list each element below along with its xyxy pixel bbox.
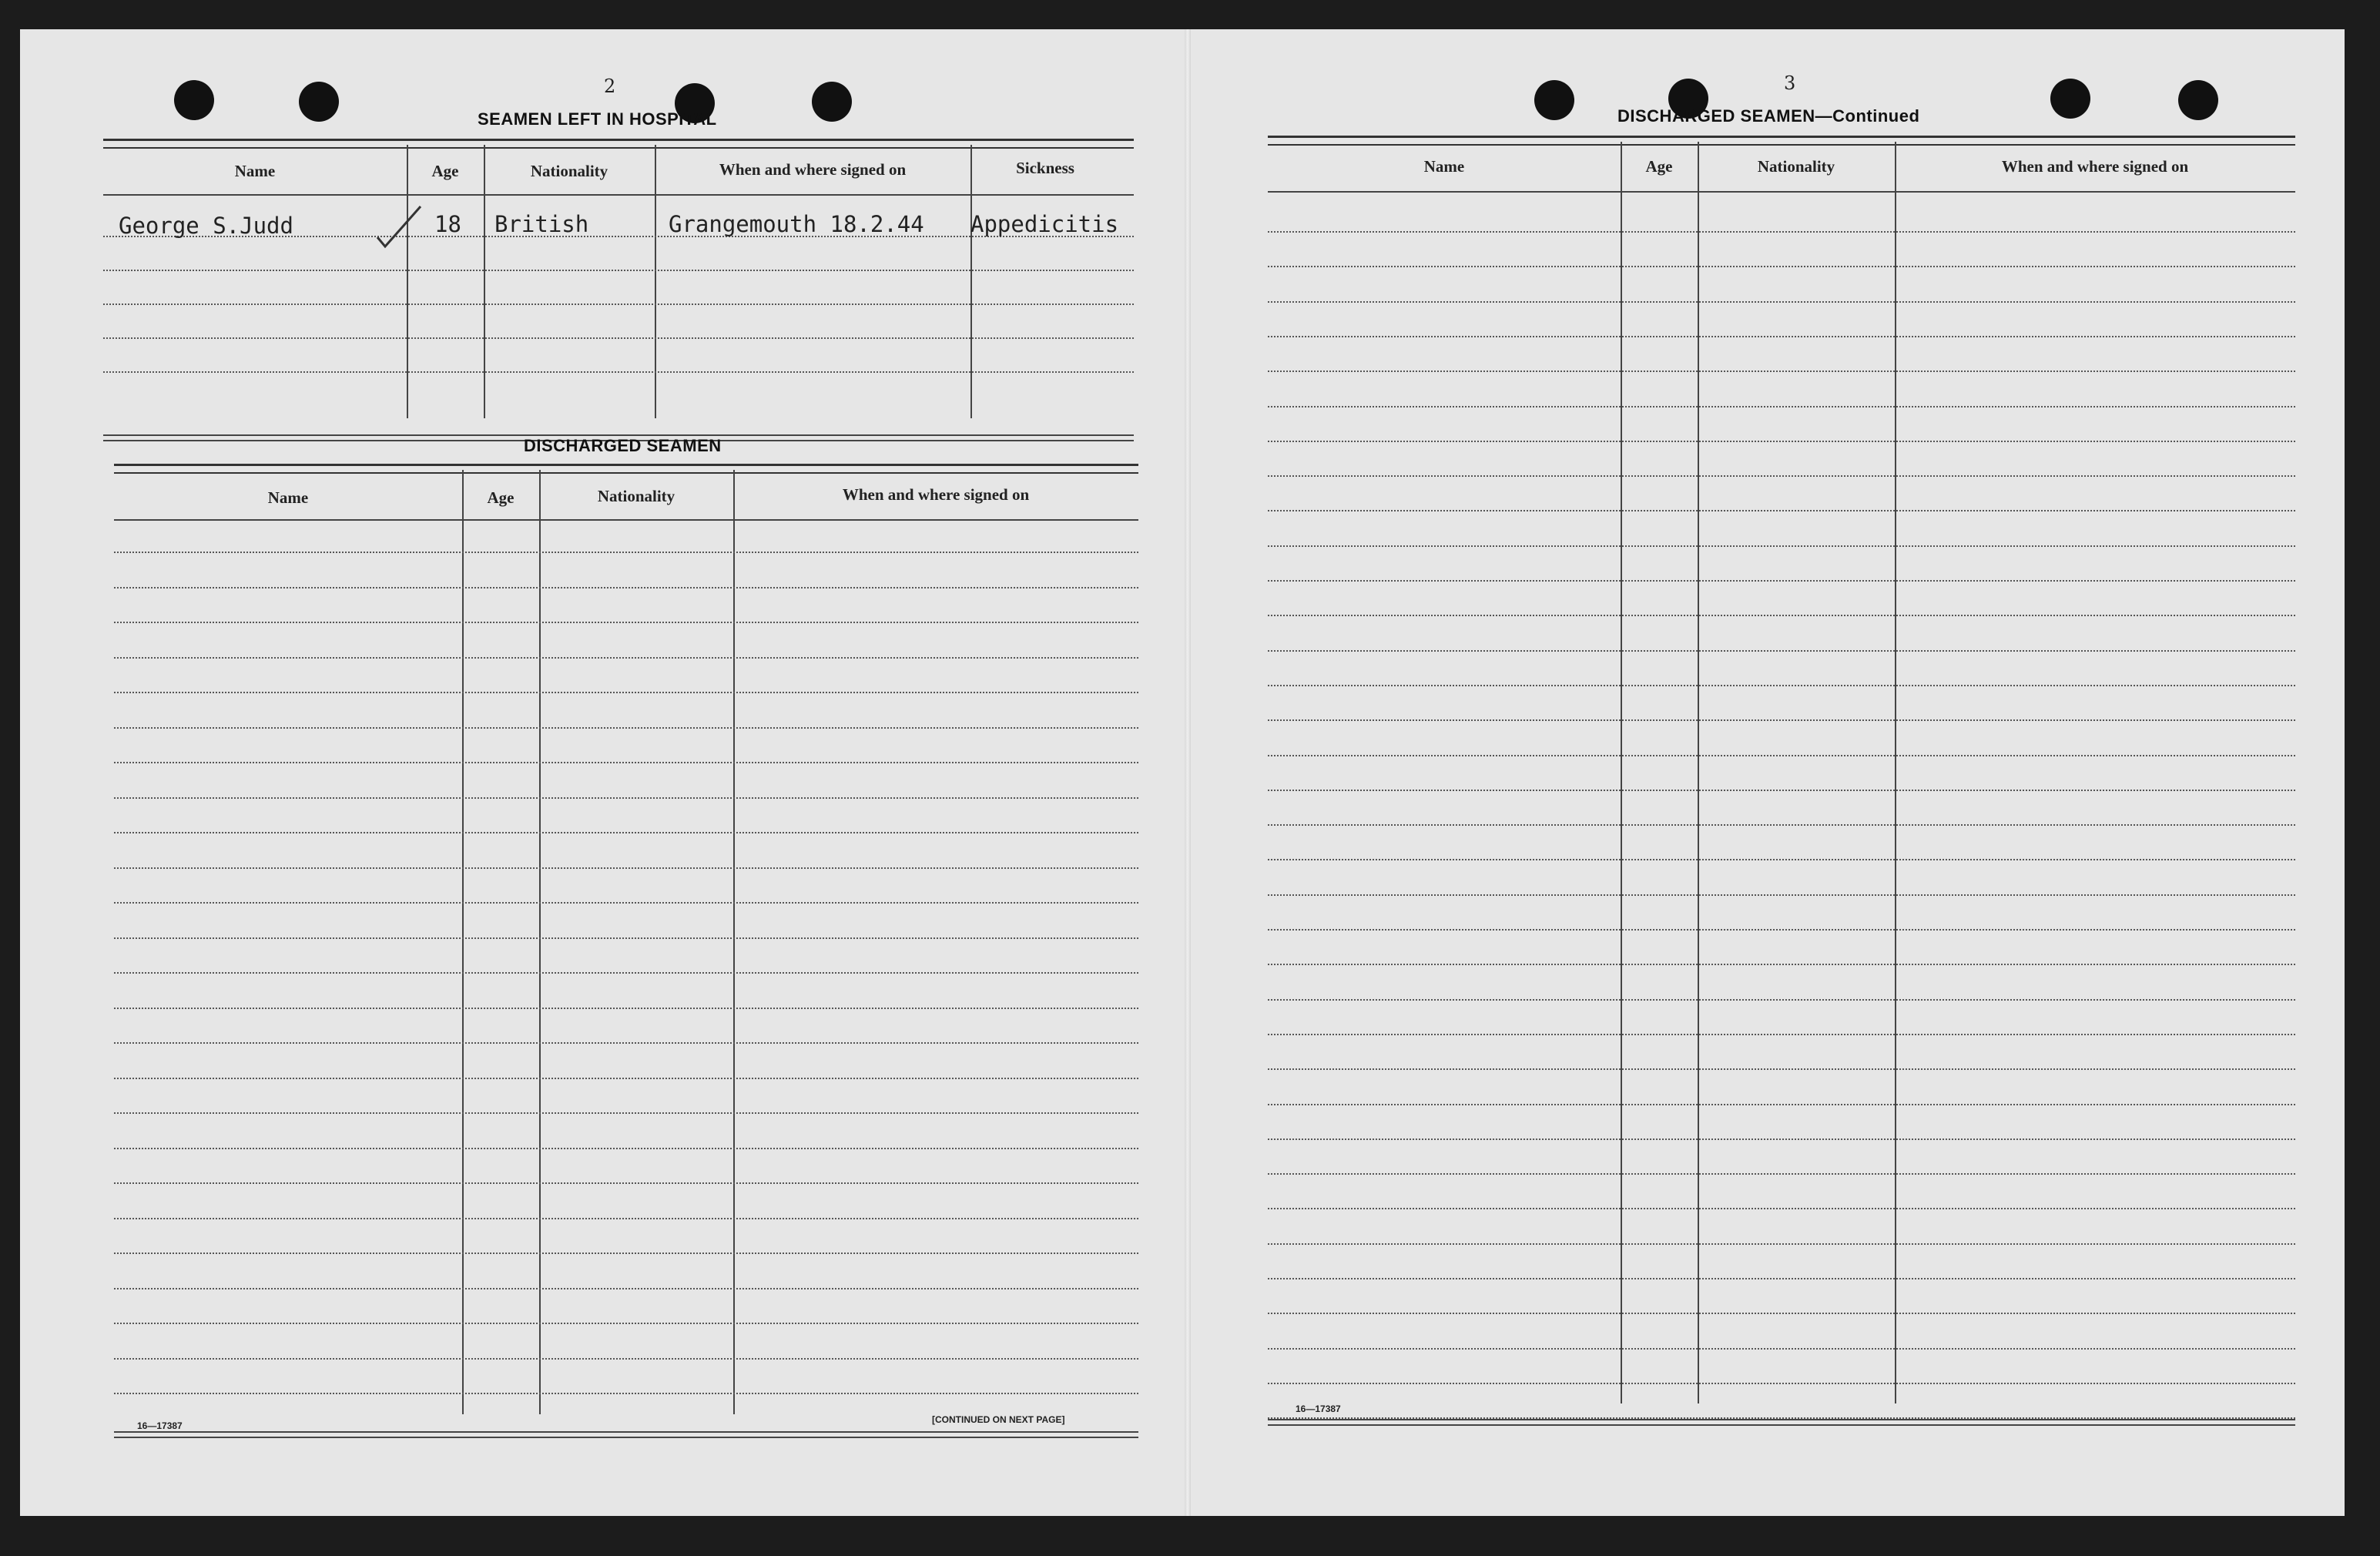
row-line	[114, 1042, 1138, 1044]
row-line	[1268, 545, 2295, 547]
discharged-table-right	[1268, 136, 2295, 1437]
row-line	[114, 1253, 1138, 1254]
column-header-nationality: Nationality	[597, 487, 675, 505]
table-top-rule	[103, 139, 1134, 149]
column-header-age: Age	[487, 488, 515, 507]
column-divider	[733, 470, 735, 1414]
entry-nationality: British	[494, 211, 589, 237]
entry-name: George S.Judd	[119, 213, 293, 239]
row-line	[114, 797, 1138, 799]
page-number: 3	[1784, 72, 1796, 94]
row-line	[1268, 1383, 2295, 1384]
continued-note: [CONTINUED ON NEXT PAGE]	[932, 1414, 1065, 1425]
row-line	[114, 1218, 1138, 1219]
row-line	[1268, 894, 2295, 896]
column-header-sickness: Sickness	[1016, 159, 1074, 177]
column-divider	[970, 145, 972, 418]
table-bottom-rule	[114, 1431, 1138, 1438]
discharged-continued-title	[1617, 106, 1919, 126]
row-line	[114, 1182, 1138, 1184]
table-top-rule	[1268, 136, 2295, 146]
punch-hole	[299, 82, 339, 122]
column-divider	[462, 470, 464, 1414]
row-line	[114, 1288, 1138, 1289]
hospital-table	[103, 139, 1134, 447]
row-line	[114, 1393, 1138, 1394]
row-line	[1268, 1208, 2295, 1209]
form-number: 16—17387	[1296, 1403, 1341, 1414]
column-divider	[407, 145, 408, 418]
page-number: 2	[604, 75, 616, 97]
row-line	[1268, 615, 2295, 616]
row-line	[1268, 1173, 2295, 1175]
row-line	[1268, 999, 2295, 1001]
row-line	[1268, 650, 2295, 652]
entry-sickness: Appedicitis	[970, 211, 1119, 237]
column-divider	[1895, 142, 1896, 1403]
column-header-age: Age	[1645, 157, 1673, 176]
row-line	[1268, 406, 2295, 407]
header-rule	[114, 519, 1138, 521]
row-line	[114, 1078, 1138, 1079]
column-header-nationality: Nationality	[530, 162, 608, 180]
row-line	[1268, 1313, 2295, 1314]
column-header-name: Name	[1423, 157, 1465, 176]
row-line	[1268, 301, 2295, 303]
row-line	[1268, 1068, 2295, 1070]
punch-hole	[2178, 80, 2218, 120]
column-header-nationality: Nationality	[1757, 157, 1835, 176]
document-sheet	[20, 29, 2345, 1516]
punch-hole	[2050, 79, 2090, 119]
row-line	[103, 303, 1134, 305]
row-line	[1268, 755, 2295, 756]
row-line	[1268, 790, 2295, 791]
column-header-signed-on: When and where signed on	[2001, 157, 2189, 176]
header-rule	[1268, 191, 2295, 193]
table-top-rule	[114, 464, 1138, 474]
row-line	[114, 1358, 1138, 1360]
row-line	[1268, 1348, 2295, 1350]
hospital-section-title: SEAMEN LEFT IN HOSPITAL	[478, 109, 717, 129]
row-line	[1268, 580, 2295, 582]
row-line	[114, 867, 1138, 869]
checkmark-icon	[373, 200, 427, 254]
title-suffix: —Continued	[1815, 106, 1920, 126]
column-header-name: Name	[234, 162, 276, 180]
punch-hole	[812, 82, 852, 122]
row-line	[1268, 1138, 2295, 1140]
row-line	[114, 552, 1138, 553]
row-line	[1268, 1278, 2295, 1279]
row-line	[114, 622, 1138, 623]
row-line	[103, 371, 1134, 373]
row-line	[1268, 964, 2295, 965]
row-line	[114, 727, 1138, 729]
row-line	[114, 1148, 1138, 1149]
column-divider	[655, 145, 656, 418]
column-header-age: Age	[431, 162, 459, 180]
row-line	[114, 762, 1138, 763]
form-number: 16—17387	[137, 1420, 183, 1431]
row-line	[103, 337, 1134, 339]
row-line	[1268, 719, 2295, 721]
page-fold	[1185, 29, 1191, 1516]
discharged-table-left	[114, 464, 1138, 1450]
table-bottom-rule	[1268, 1419, 2295, 1426]
row-line	[1268, 1034, 2295, 1035]
row-line	[114, 1008, 1138, 1009]
row-line	[114, 832, 1138, 833]
column-divider	[539, 470, 541, 1414]
entry-signed-on: Grangemouth 18.2.44	[669, 211, 924, 237]
row-line	[114, 1323, 1138, 1324]
row-line	[114, 902, 1138, 904]
row-line	[114, 657, 1138, 659]
punch-hole	[174, 80, 214, 120]
row-line	[114, 1112, 1138, 1114]
column-divider	[484, 145, 485, 418]
column-header-signed-on: When and where signed on	[842, 485, 1030, 504]
row-line	[114, 692, 1138, 693]
column-divider	[1698, 142, 1699, 1403]
row-line	[1268, 266, 2295, 267]
punch-hole	[1534, 80, 1574, 120]
row-line	[1268, 929, 2295, 931]
row-line	[103, 270, 1134, 271]
row-line	[114, 937, 1138, 939]
row-line	[1268, 371, 2295, 372]
discharged-section-title: DISCHARGED SEAMEN	[524, 436, 722, 455]
row-line	[1268, 859, 2295, 860]
entry-age: 18	[434, 211, 461, 237]
row-line	[1268, 475, 2295, 477]
column-header-name: Name	[267, 488, 309, 507]
column-divider	[1621, 142, 1622, 1403]
row-line	[1268, 1243, 2295, 1245]
row-line	[1268, 824, 2295, 826]
row-line	[1268, 685, 2295, 686]
column-header-signed-on: When and where signed on	[719, 160, 907, 179]
row-line	[1268, 441, 2295, 442]
header-rule	[103, 194, 1134, 196]
row-line	[1268, 1104, 2295, 1105]
row-line	[114, 972, 1138, 974]
row-line	[1268, 336, 2295, 337]
row-line	[114, 587, 1138, 589]
title-text: DISCHARGED SEAMEN	[1617, 106, 1815, 126]
row-line	[1268, 231, 2295, 233]
row-line	[1268, 510, 2295, 511]
